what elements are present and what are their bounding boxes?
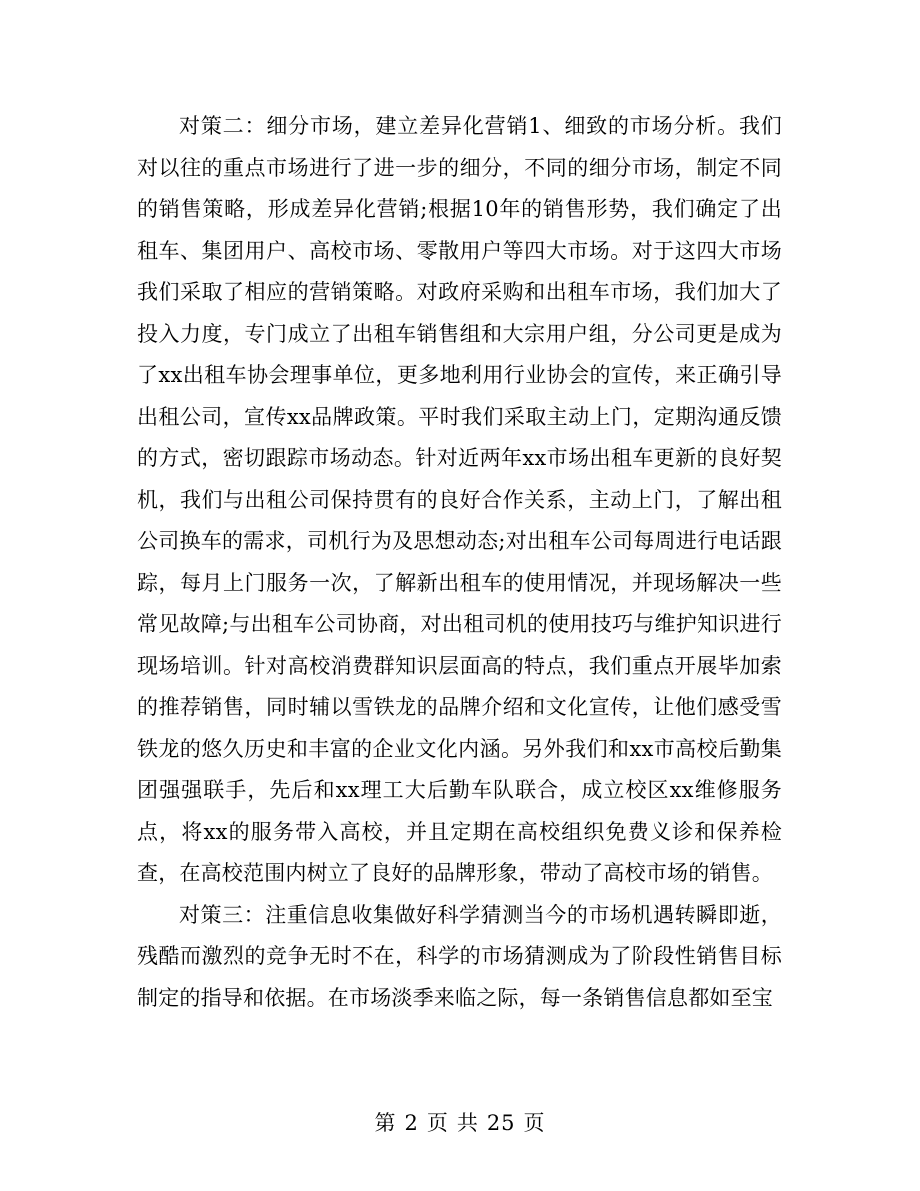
paragraph-strategy-two: 对策二：细分市场，建立差异化营销1、细致的市场分析。我们对以往的重点市场进行了进一步的细分，不同的细分市场，制定不同的销售策略，形成差异化营销;根据10年的销售形势，我们确定了出租车、集团用户、高校市场、零散用户等四大市场。对于这四大市场我们采取了相应的营销策略。对政府采购和出租车市场，我们加大了投入力度，专门成立了出租车销售组和大宗用户组，分公司更是成为了xx出租车协会理事单位，更多地利用行业协会的宣传，来正确引导出租公司，宣传xx品牌政策。平时我们采取主动上门，定期沟通反馈的方式，密切跟踪市场动态。针对近两年xx市场出租车更新的良好契机，我们与出租公司保持贯有的良好合作关系，主动上门，了解出租公司换车的需求，司机行为及思想动态;对出租车公司每周进行电话跟踪，每月上门服务一次，了解新出租车的使用情况，并现场解决一些常见故障;与出租车公司协商，对出租司机的使用技巧与维护知识进行现场培训。针对高校消费群知识层面高的特点，我们重点开展毕加索的推荐销售，同时辅以雪铁龙的品牌介绍和文化宣传，让他们感受雪铁龙的悠久历史和丰富的企业文化内涵。另外我们和xx市高校后勤集团强强联手，先后和xx理工大后勤车队联合，成立校区xx维修服务点，将xx的服务带入高校，并且定期在高校组织免费义诊和保养检查，在高校范围内树立了良好的品牌形象，带动了高校市场的销售。 (137, 114, 782, 885)
footer-page-word: 页 (426, 1111, 449, 1135)
footer-total-word: 共 (456, 1111, 479, 1135)
page-footer (0, 1108, 920, 1138)
footer-suffix: 页 (523, 1111, 546, 1135)
paragraph-strategy-three: 对策三：注重信息收集做好科学猜测当今的市场机遇转瞬即逝，残酷而激烈的竞争无时不在，科学的市场猜测成为了阶段性销售目标制定的指导和依据。在市场淡季来临之际，每一条销售信息都如至宝 (137, 902, 782, 1010)
footer-prefix: 第 (374, 1111, 397, 1135)
footer-total-pages: 25 (486, 1111, 516, 1135)
footer-current-page: 2 (404, 1111, 419, 1135)
document-body (137, 106, 782, 1019)
